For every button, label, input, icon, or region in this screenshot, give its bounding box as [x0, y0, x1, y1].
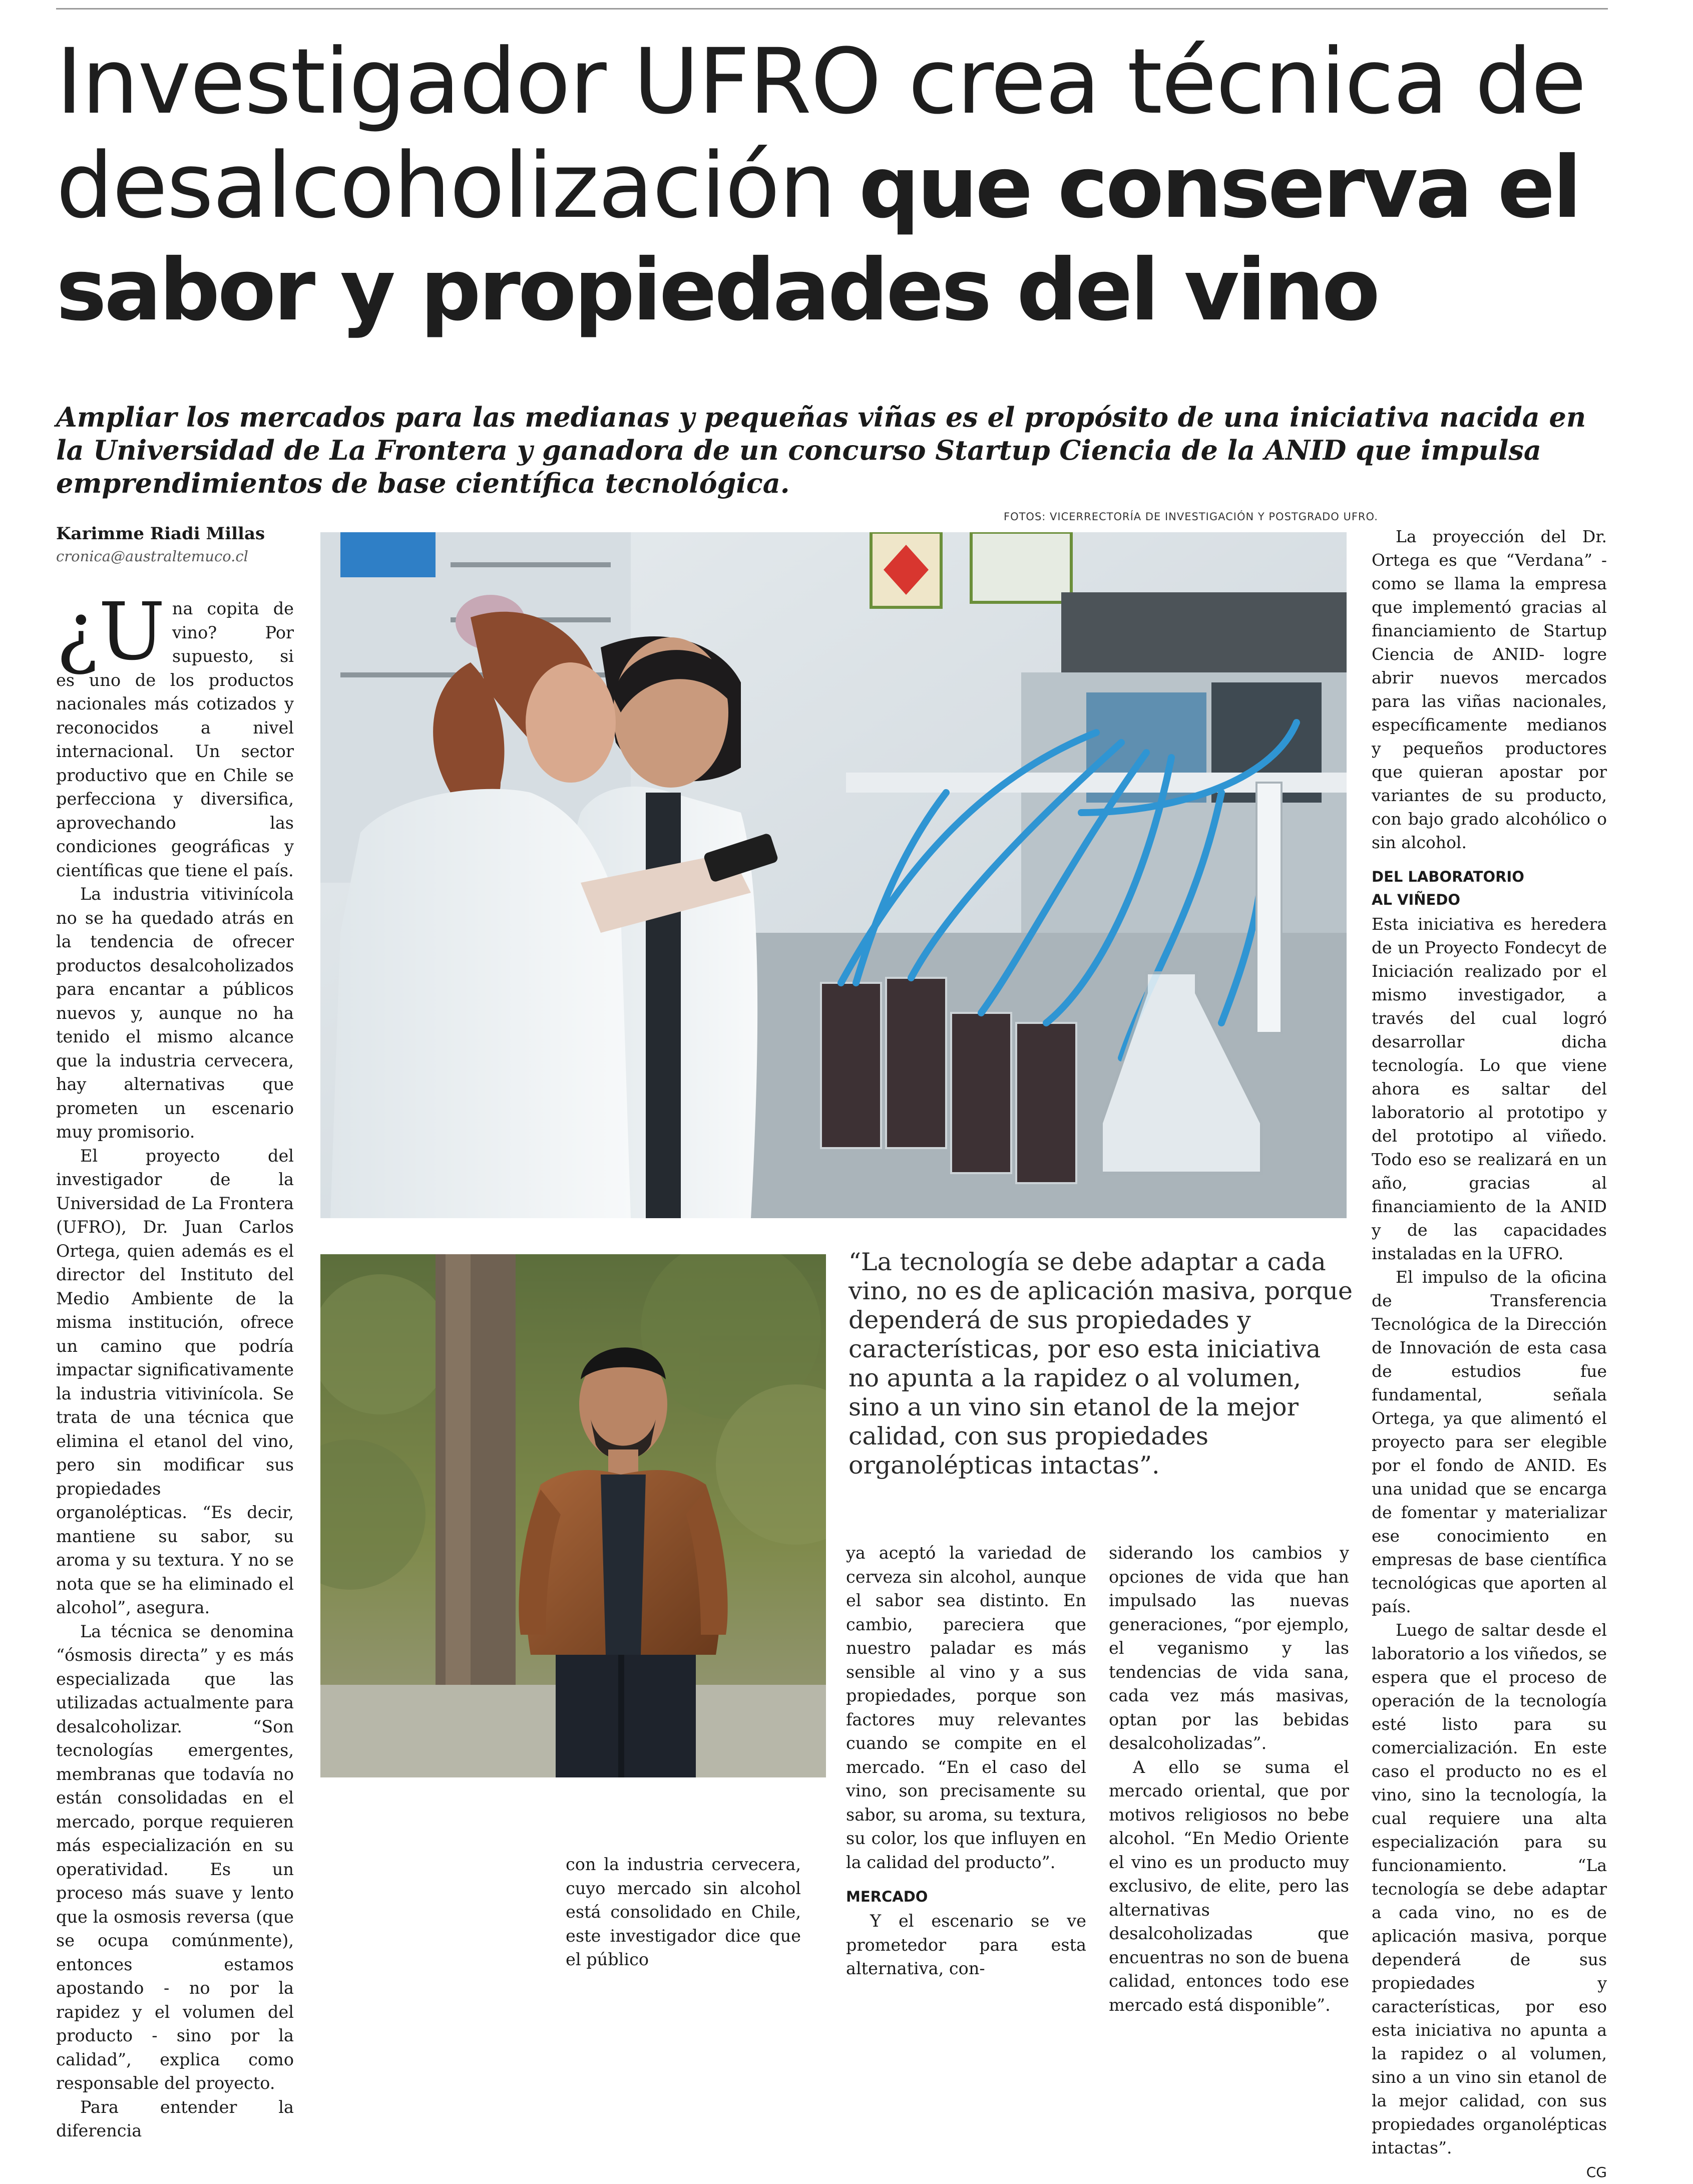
portrait-photo	[320, 1254, 826, 1777]
portrait-photo-illustration	[320, 1254, 826, 1777]
lab-photo-illustration	[320, 532, 1347, 1218]
subhead-mercado: MERCADO	[846, 1888, 928, 1905]
paragraph-text: na copita de vino? Por supuesto, si es uno de los productos nacionales más cotizados y reconocidos a nivel internacional. Un sector productivo que en Chile se perfecciona y diversifica, aprovechando las condiciones geográficas y científicas que tiene el país.	[56, 599, 294, 880]
paragraph: El proyecto del investigador de la Universidad de La Frontera (UFRO), Dr. Juan Carlos Ortega, quien además es el director del Instituto del Medio Ambiente de la misma institución, ofrece un camino que podría impactar significativamente la industria vitivinícola. Se trata de una técnica que elimina el etanol del vino, pero sin modificar sus propiedades organolépticas. “Es decir, mantiene su sabor, su aroma y su textura. Y no se nota que se ha eliminado el alcohol”, asegura.	[56, 1146, 294, 1617]
column-5	[1372, 525, 1607, 2184]
end-mark	[1372, 2159, 1607, 2184]
headline-line-1: Investigador UFRO crea técnica de	[56, 30, 1586, 134]
subhead-line: AL VIÑEDO	[1372, 891, 1461, 908]
photo-credit: FOTOS: VICERRECTORÍA DE INVESTIGACIÓN Y POSTGRADO UFRO.	[1004, 511, 1378, 523]
column-4	[1109, 1541, 1349, 2017]
drop-cap: ¿U	[56, 586, 165, 678]
author-email: cronica@australtemuco.cl	[56, 548, 248, 565]
paragraph: siderando los cambios y opciones de vida que han impulsado las nuevas generaciones, “por ejemplo, el veganismo y las tendencias de vida sana, cada vez más masivas, optan por las bebidas desalcoholizadas”.	[1109, 1543, 1349, 1753]
headline	[56, 30, 1633, 342]
end-mark-text: CG	[1586, 2164, 1607, 2180]
subhead-laboratorio	[1372, 865, 1607, 911]
author-name: Karimme Riadi Millas	[56, 524, 265, 544]
column-2	[566, 1853, 801, 1972]
paragraph: La proyección del Dr. Ortega es que “Verdana” -como se llama la empresa que implementó gracias al financiamiento de Startup Ciencia de ANID- logre abrir nuevos mercados para las viñas nacionales, específicamente medianos y pequeños productores que quieran apostar por variantes de su producto, con bajo grado alcohólico o sin alcohol.	[1372, 527, 1607, 852]
paragraph: Luego de saltar desde el laboratorio a los viñedos, se espera que el proceso de operación de la tecnología esté listo para su comercialización. En este caso el producto no es el vino, sino la tecnología, la cual requiere una alta especialización para su funcionamiento. “La tecnología se debe adaptar a cada vino, no es de aplicación masiva, porque dependerá de sus propiedades y características, por eso esta iniciativa no apunta a la rapidez o al volumen, sino a un vino sin etanol de la mejor calidad, con sus propiedades organolépticas intactas”.	[1372, 1620, 1607, 2157]
paragraph: La industria vitivinícola no se ha quedado atrás en la tendencia de ofrecer productos desalcoholizados para encantar a públicos nuevos y, aunque no ha tenido el mismo alcance que la industria cervecera, hay alternativas que prometen un escenario muy promisorio.	[56, 884, 294, 1142]
paragraph: Para entender la diferencia	[56, 2097, 294, 2140]
column-3	[846, 1541, 1086, 1981]
deck: Ampliar los mercados para las medianas y pequeñas viñas es el propósito de una iniciativa nacida en la Universidad de La Frontera y ganadora de un concurso Startup Ciencia de la ANID que impulsa emprendimientos de base científica tecnológica.	[56, 401, 1586, 499]
paragraph: Esta iniciativa es heredera de un Proyecto Fondecyt de Iniciación realizado por el mismo investigador, a través del cual logró desarrollar dicha tecnología. Lo que viene ahora es saltar del laboratorio al prototipo y del prototipo al viñedo. Todo eso se realizará en un año, gracias al financiamiento de la ANID y de las capacidades instaladas en la UFRO.	[1372, 914, 1607, 1263]
headline-line-3: sabor y propiedades del vino	[56, 241, 1378, 340]
lab-photo	[320, 532, 1347, 1218]
paragraph: ya aceptó la variedad de cerveza sin alcohol, aunque el sabor sea distinto. En cambio, pareciera que nuestro paladar es más sensible al vino y a sus propiedades, porque son factores muy relevantes cuando se compite en el mercado. “En el caso del vino, son precisamente su sabor, su aroma, su textura, su color, los que influyen en la calidad del producto”.	[846, 1543, 1086, 1872]
pull-quote: “La tecnología se debe adaptar a cada vino, no es de aplicación masiva, porque dependerá de sus propiedades y características, por eso esta iniciativa no apunta a la rapidez o al volumen, sino a un vino sin etanol de la mejor calidad, con sus propiedades organolépticas intactas”.	[849, 1248, 1353, 1480]
paragraph: con la industria cervecera, cuyo mercado sin alcohol está consolidado en Chile, este investigador dice que el público	[566, 1855, 801, 1969]
paragraph: A ello se suma el mercado oriental, que por motivos religiosos no bebe alcohol. “En Medio Oriente el vino es un producto muy exclusivo, de elite, pero las alternativas desalcoholizadas que encuentras no son de buena calidad, entonces todo ese mercado está disponible”.	[1109, 1757, 1349, 2015]
paragraph: El impulso de la oficina de Transferencia Tecnológica de la Dirección de Innovación de esta casa de estudios fue fundamental, señala Ortega, ya que alimentó el proyecto para ser elegible por el fondo de ANID. Es una unidad que se encarga de fomentar y materializar ese conocimiento en empresas de base científica tecnológicas que aporten al país.	[1372, 1267, 1607, 1616]
headline-line-2-bold: que conserva el	[859, 138, 1579, 237]
column-1	[56, 586, 294, 2143]
headline-line-2	[56, 134, 1633, 238]
paragraph: Y el escenario se ve prometedor para esta alternativa, con-	[846, 1911, 1086, 1978]
paragraph	[56, 586, 294, 882]
paragraph: La técnica se denomina “ósmosis directa” y es más especializada que las utilizadas actualmente para desalcoholizar. “Son tecnologías emergentes, membranas que todavía no están consolidadas en el mercado, porque requieren más especialización en su operatividad. Es un proceso más suave y lento que la osmosis reversa (que se ocupa comúnmente), entonces estamos apostando - no por la rapidez y el volumen del producto - sino por la calidad”, explica como responsable del proyecto.	[56, 1621, 294, 2093]
top-rule	[56, 8, 1608, 10]
headline-line-2-light: desalcoholización	[56, 134, 835, 238]
subhead-line: DEL LABORATORIO	[1372, 868, 1524, 885]
